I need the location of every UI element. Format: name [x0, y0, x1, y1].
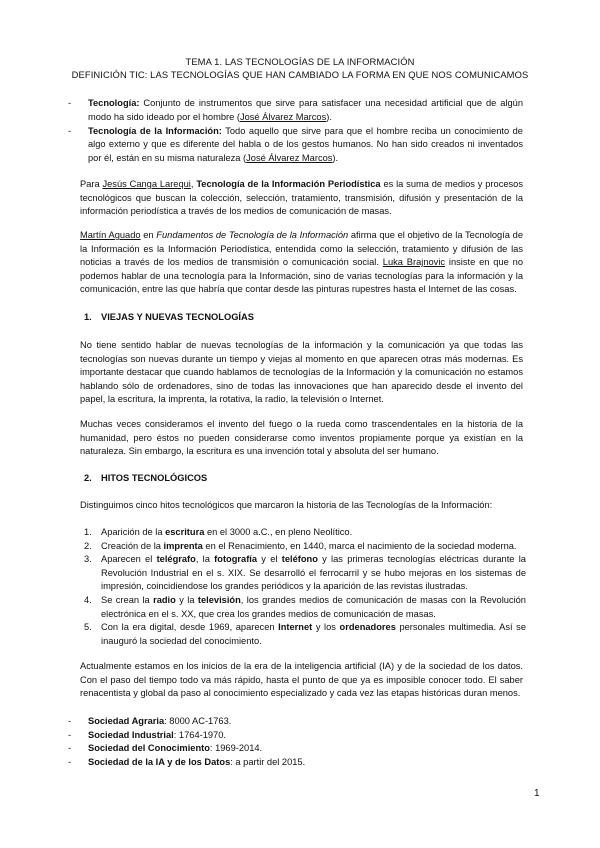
society-name: Sociedad del Conocimiento — [88, 743, 210, 754]
list-item — [80, 526, 526, 540]
text-run: Para — [80, 179, 103, 189]
section-title: HITOS TECNOLÓGICOS — [101, 473, 208, 483]
text-run: Creación de la — [101, 540, 164, 551]
bullet-dash: - — [68, 125, 72, 136]
text-run: Con la era digital, desde 1969, aparecen — [101, 622, 279, 633]
text-run: y los — [312, 622, 340, 633]
section-title: VIEJAS Y NUEVAS TECNOLOGÍAS — [101, 312, 254, 322]
text-run: es la suma de medios y procesos tecnológicos que buscan la colección, selección, tratamiento, transmisión, difusión y presentación de la información periodística a través de los medios de comunicación de masas. — [80, 179, 523, 217]
bold-term: televisión — [197, 594, 241, 605]
section-heading — [80, 473, 207, 483]
definition-term: Tecnología de la Información: — [88, 125, 222, 136]
section-number: 1. — [84, 312, 92, 322]
society-range: : 8000 AC-1763. — [164, 716, 232, 726]
bold-term: telégrafo — [156, 554, 196, 565]
definition-author: José Álvarez Marcos — [246, 152, 333, 163]
page-number: 1 — [534, 788, 540, 799]
section-heading — [80, 312, 254, 322]
society-name: Sociedad Industrial — [88, 729, 174, 740]
paragraph-canga — [80, 178, 523, 219]
text-run: en — [140, 230, 157, 240]
text-run: insiste en que no podemos hablar de una tecnología para la Información, sino de varias tecnologías para la información y la comunicación, entre las que habría que contar desde las pinturas rupestres hasta el Internet de las cosas. — [80, 257, 523, 295]
bullet-dash: - — [68, 729, 72, 740]
list-item — [68, 729, 523, 743]
section2-intro: Distinguimos cinco hitos tecnológicos que marcaron la historia de las Tecnologías de la Información: — [80, 500, 493, 510]
list-item — [68, 756, 523, 770]
definition-term: Tecnología: — [88, 98, 140, 108]
text-run: Se crean la — [101, 594, 154, 605]
bullet-dash: - — [68, 716, 72, 726]
page-subtitle: DEFINICIÓN TIC: LAS TECNOLOGÍAS QUE HAN CAMBIADO LA FORMA EN QUE NOS COMUNICAMOS — [71, 69, 529, 80]
section1-paragraph-2: Muchas veces consideramos el invento del fuego o la rueda como trascendentales en la historia de la humanidad, pero éstos no pueden considerarse como inventos propiamente porque ya existían en la naturaleza. Sin embargo, la escritura es una invención total y absoluta del ser humano. — [80, 419, 523, 457]
author-name: Martín Aguado — [80, 230, 141, 240]
societies-list — [68, 715, 523, 769]
definition-item — [68, 125, 523, 166]
text-run: afirma que el objetivo de la Tecnología de la Información es la Información Periodística, entendida como la selección, tratamiento y difusión de las noticias a través de los medios de transmisión o comunicación social. — [80, 230, 523, 268]
section2-closing: Actualmente estamos en los inicios de la era de la inteligencia artificial (IA) y de la sociedad de los datos. Con el paso del tiempo todo va más rápido, hasta el punto de que ya es imposible conocer todo. El saber renacentista y global da paso al conocimiento especializado y cada vez las etapas históricas duran menos. — [80, 661, 523, 699]
definition-author: José Álvarez Marcos — [239, 111, 327, 122]
definition-text: Conjunto de instrumentos que sirve para satisfacer una necesidad artificial que de algún modo ha sido ideado por el hombre ( — [88, 98, 523, 122]
text-run: en el Renacimiento, en 1440, marca el nacimiento de la sociedad moderna. — [202, 540, 517, 551]
section-number: 2. — [84, 473, 92, 483]
society-range: : a partir del 2015. — [230, 756, 306, 767]
text-run: y el — [257, 554, 282, 565]
society-range: : 1764-1970. — [173, 729, 226, 740]
list-item — [68, 742, 523, 756]
text-run: , los grandes medios de comunicación de masas con la Revolución electrónica en el s. XX, que crea los grandes medios de comunicación de masas. — [101, 594, 526, 619]
author-name: Luka Brajnovic — [382, 257, 446, 268]
bullet-dash: - — [68, 743, 72, 754]
book-title: Fundamentos de Tecnología de la Información — [156, 230, 349, 240]
society-name: Sociedad Agraria — [88, 716, 165, 726]
bold-term: imprenta — [163, 540, 203, 551]
page-title: TEMA 1. LAS TECNOLOGÍAS DE LA INFORMACIÓN — [185, 56, 415, 67]
society-range: : 1969-2014. — [209, 743, 263, 754]
list-item — [80, 621, 526, 648]
list-item — [80, 553, 526, 594]
bold-term: escritura — [165, 527, 205, 537]
bullet-dash: - — [68, 98, 72, 108]
definitions-list — [68, 97, 523, 165]
bullet-dash: - — [68, 756, 72, 767]
list-item — [80, 594, 526, 621]
bold-term: teléfono — [281, 554, 318, 565]
list-number: 3. — [84, 554, 92, 565]
definition-text: Todo aquello que sirve para que el hombre reciba un conocimiento de algo externo y que es diferente del habla o de los gestos humanos. No han sido creados ni inventados por él, están en su misma naturaleza ( — [88, 125, 523, 163]
paragraph-aguado — [80, 229, 523, 297]
bold-term: Internet — [278, 622, 313, 633]
text-run: , — [190, 179, 197, 189]
text-run: Aparecen el — [101, 554, 157, 565]
definition-item — [68, 97, 523, 124]
text-run: , la — [195, 554, 215, 565]
text-run: personales multimedia. Así se inauguró la sociedad del conocimiento. — [101, 622, 526, 646]
text-run: Aparición de la — [101, 527, 166, 537]
list-item — [80, 540, 526, 554]
society-name: Sociedad de la IA y de los Datos — [88, 756, 231, 767]
concept-term: Tecnología de la Información Periodística — [196, 179, 381, 189]
bold-term: radio — [153, 594, 176, 605]
text-run: y la — [175, 594, 198, 605]
list-item — [68, 715, 523, 729]
list-number: 4. — [84, 594, 92, 605]
definition-end: ). — [332, 152, 339, 163]
list-number: 5. — [84, 622, 92, 633]
bold-term: fotografía — [214, 554, 258, 565]
milestones-list — [80, 526, 526, 648]
text-run: y las primeras tecnologías eléctricas durante la Revolución Industrial en el s. XIX. Se desarrolló el ferrocarril y se hubo mejoras en los sistemas de impresión, coincidiendose los grandes periódicos y la aparición de las revistas ilustradas. — [101, 554, 526, 592]
bold-term: ordenadores — [339, 622, 396, 633]
list-number: 2. — [84, 540, 92, 551]
definition-end: ). — [326, 111, 332, 122]
section1-paragraph-1: No tiene sentido hablar de nuevas tecnologías de la información y la comunicación ya que todas las tecnologías son nuevas durante un tiempo y viejas al momento en que aparecen otras más modernas. Es importante destacar que cuando hablamos de tecnologías de la Información y la comunicación no estamos hablando sólo de ordenadores, sino de todas las innovaciones que han aparecido desde el invento del papel, la escritura, la imprenta, la rotativa, la radio, la televisión o Internet. — [80, 340, 523, 405]
list-number: 1. — [84, 527, 92, 537]
text-run: en el 3000 a.C., en pleno Neolítico. — [204, 527, 353, 537]
author-name: Jesús Canga Larequi — [102, 179, 191, 189]
